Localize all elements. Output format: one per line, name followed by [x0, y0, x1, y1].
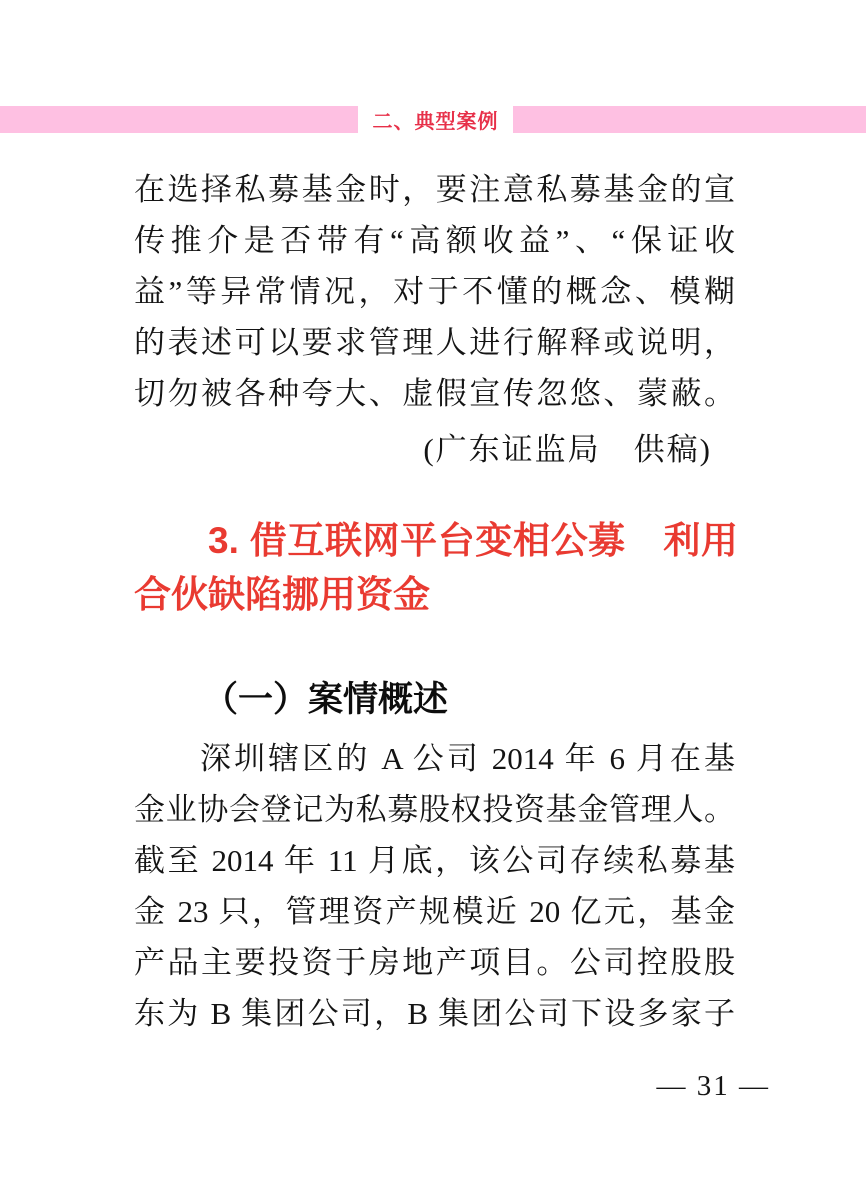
header-bar-right-segment: [513, 106, 866, 133]
header-bar-label-gap: [358, 106, 513, 133]
section-heading-line-2: 合伙缺陷挪用资金: [134, 574, 430, 615]
body-paragraph-2: [134, 733, 735, 1039]
body-text-line: 产品主要投资于房地产项目。公司控股股: [134, 945, 735, 980]
body-text-line: 截至 2014 年 11 月底，该公司存续私募基: [134, 843, 735, 878]
body-text-line: 的表述可以要求管理人进行解释或说明，: [134, 325, 735, 360]
header-bar-left-segment: [0, 106, 358, 133]
body-text-line: 金 23 只，管理资产规模近 20 亿元，基金: [134, 894, 735, 929]
body-paragraph-1: [134, 164, 735, 419]
section-heading-line-1: 3. 借互联网平台变相公募 利用: [208, 520, 738, 561]
body-text-line: 切勿被各种夸大、虚假宣传忽悠、蒙蔽。: [134, 376, 735, 411]
page-number: — 31 —: [656, 1070, 770, 1102]
case-section-heading: [134, 514, 738, 622]
body-text-line: 深圳辖区的 A 公司 2014 年 6 月在基: [200, 741, 735, 776]
source-attribution: (广东证监局 供稿): [423, 432, 712, 467]
body-text-line: 传推介是否带有“高额收益”、“保证收: [134, 223, 735, 258]
body-text-line: 在选择私募基金时，要注意私募基金的宣: [134, 172, 735, 207]
subsection-heading: （一）案情概述: [203, 680, 449, 719]
chapter-header-label: 二、典型案例: [372, 111, 499, 133]
body-text-line: 东为 B 集团公司，B 集团公司下设多家子: [134, 996, 735, 1031]
body-text-line: 金业协会登记为私募股权投资基金管理人。: [134, 792, 735, 827]
body-text-line: 益”等异常情况，对于不懂的概念、模糊: [134, 274, 735, 309]
chapter-header-bar: [0, 106, 866, 133]
